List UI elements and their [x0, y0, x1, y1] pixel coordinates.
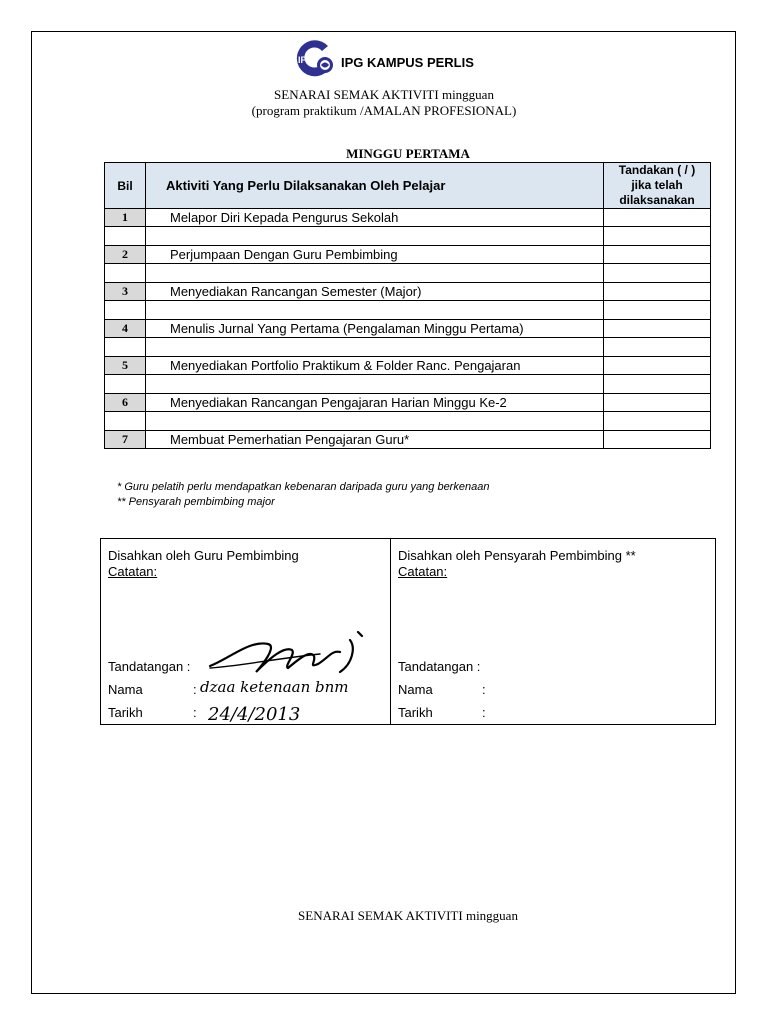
- table-row: [105, 357, 711, 375]
- row-activity: Perjumpaan Dengan Guru Pembimbing: [146, 246, 604, 264]
- handwritten-signature-icon: [200, 628, 400, 728]
- row-number: 2: [105, 246, 146, 264]
- form-subtitle: (program praktikum /AMALAN PROFESIONAL): [251, 103, 517, 118]
- row-activity: Menulis Jurnal Yang Pertama (Pengalaman Minggu Pertama): [146, 320, 604, 338]
- table-row: [105, 246, 711, 264]
- table-row: [105, 394, 711, 412]
- table-row: [105, 320, 711, 338]
- guru-date-colon: :: [193, 705, 197, 720]
- approval-guru-heading: Disahkan oleh Guru Pembimbing: [108, 548, 299, 563]
- row-mark-cell[interactable]: [604, 246, 711, 264]
- guru-date-label: Tarikh: [108, 705, 143, 720]
- row-mark-cell[interactable]: [604, 301, 711, 320]
- row-mark-cell[interactable]: [604, 357, 711, 375]
- table-spacer-row: [105, 338, 711, 357]
- row-mark-cell[interactable]: [604, 338, 711, 357]
- handwritten-name: dzaa ketenaan bnm: [200, 678, 349, 696]
- row-mark-cell[interactable]: [604, 264, 711, 283]
- header-activity: Aktiviti Yang Perlu Dilaksanakan Oleh Pelajar: [146, 163, 604, 209]
- pensyarah-date-label: Tarikh: [398, 705, 433, 720]
- row-mark-cell[interactable]: [604, 320, 711, 338]
- guru-name-colon: :: [193, 682, 197, 697]
- ipg-logo-icon: [292, 38, 338, 80]
- week-title: MINGGU PERTAMA: [346, 146, 470, 161]
- row-activity: Menyediakan Portfolio Praktikum & Folder Ranc. Pengajaran: [146, 357, 604, 375]
- row-number: 7: [105, 431, 146, 449]
- table-spacer-row: [105, 375, 711, 394]
- header-mark: [604, 163, 711, 209]
- row-activity: Menyediakan Rancangan Pengajaran Harian Minggu Ke-2: [146, 394, 604, 412]
- table-spacer-row: [105, 264, 711, 283]
- row-number: 6: [105, 394, 146, 412]
- row-activity: Melapor Diri Kepada Pengurus Sekolah: [146, 209, 604, 227]
- table-row: [105, 209, 711, 227]
- form-title: SENARAI SEMAK AKTIVITI mingguan: [274, 87, 494, 102]
- table-spacer-row: [105, 412, 711, 431]
- approval-box: [100, 538, 716, 725]
- approval-panel-guru: [108, 548, 299, 580]
- row-number: 1: [105, 209, 146, 227]
- row-mark-cell[interactable]: [604, 283, 711, 301]
- pensyarah-name-label: Nama: [398, 682, 433, 697]
- footnotes: [117, 480, 489, 510]
- guru-name-label: Nama: [108, 682, 143, 697]
- row-activity: Membuat Pemerhatian Pengajaran Guru*: [146, 431, 604, 449]
- approval-panel-pensyarah: [398, 548, 636, 580]
- row-mark-cell[interactable]: [604, 227, 711, 246]
- approval-pensyarah-heading: Disahkan oleh Pensyarah Pembimbing **: [398, 548, 636, 563]
- footnote-pensyarah: ** Pensyarah pembimbing major: [117, 496, 275, 508]
- row-activity: Menyediakan Rancangan Semester (Major): [146, 283, 604, 301]
- header-bil: Bil: [105, 163, 146, 209]
- header-mark-line2: jika telah: [631, 178, 683, 192]
- org-name: IPG KAMPUS PERLIS: [341, 55, 474, 70]
- approval-pensyarah-catatan: Catatan:: [398, 564, 448, 579]
- pensyarah-date-colon: :: [482, 705, 486, 720]
- header-mark-line3: dilaksanakan: [619, 193, 695, 207]
- table-row: [105, 431, 711, 449]
- table-row: [105, 283, 711, 301]
- svg-text:IPG: IPG: [298, 55, 314, 65]
- footnote-guru: * Guru pelatih perlu mendapatkan kebenaran daripada guru yang berkenaan: [117, 481, 490, 493]
- row-number: 5: [105, 357, 146, 375]
- footer-title: SENARAI SEMAK AKTIVITI mingguan: [298, 908, 518, 923]
- table-spacer-row: [105, 227, 711, 246]
- handwritten-date: 24/4/2013: [208, 704, 301, 725]
- row-mark-cell[interactable]: [604, 394, 711, 412]
- row-mark-cell[interactable]: [604, 209, 711, 227]
- row-mark-cell[interactable]: [604, 375, 711, 394]
- guru-signature-label: Tandatangan :: [108, 659, 191, 674]
- pensyarah-signature-label: Tandatangan :: [398, 659, 481, 674]
- activity-checklist-table: [104, 162, 711, 449]
- row-mark-cell[interactable]: [604, 431, 711, 449]
- table-header-row: [105, 163, 711, 209]
- row-number: 4: [105, 320, 146, 338]
- row-mark-cell[interactable]: [604, 412, 711, 431]
- header-mark-line1: Tandakan ( / ): [618, 163, 696, 177]
- table-spacer-row: [105, 301, 711, 320]
- pensyarah-name-colon: :: [482, 682, 486, 697]
- approval-guru-catatan: Catatan:: [108, 564, 158, 579]
- row-number: 3: [105, 283, 146, 301]
